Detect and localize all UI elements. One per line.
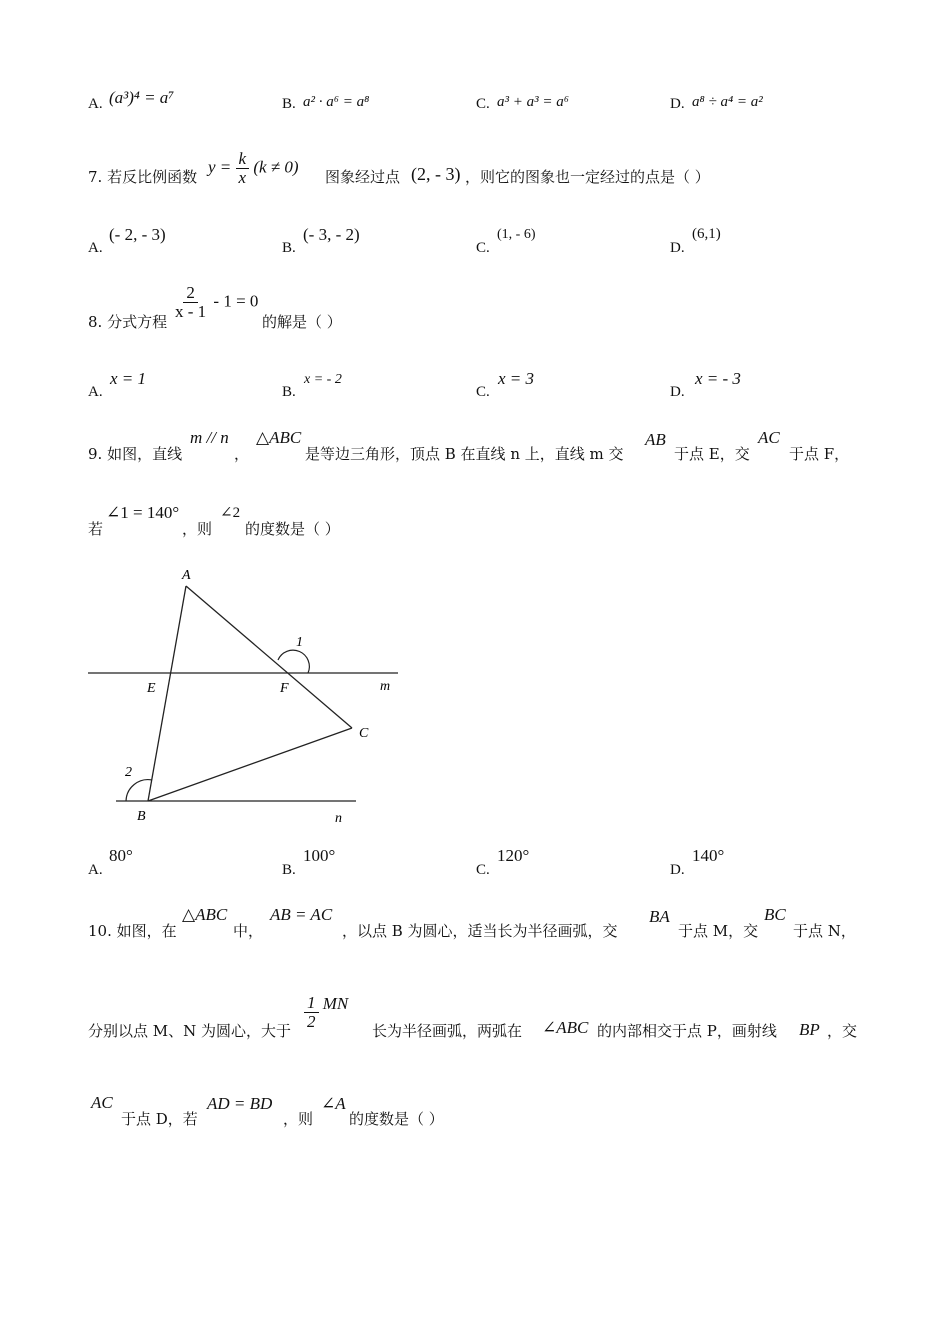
q6-option-a-label: A. — [88, 96, 103, 112]
q8-option-d-label: D. — [670, 384, 685, 400]
q6-option-d-math: a⁸ ÷ a⁴ = a² — [692, 94, 763, 110]
q9-text3: 于点 F， — [789, 445, 850, 463]
q9-triangle: △ABC — [256, 428, 302, 447]
side-ac — [186, 586, 352, 728]
q8-fraction — [172, 284, 209, 321]
q10-line3-text1: 于点 D，若 — [121, 1110, 198, 1128]
q10-prefix: 10. 如图，在 — [88, 922, 177, 940]
q9-line2-suffix: 的度数是（ ） — [245, 520, 340, 538]
q7-suffix: ，则它的图象也一定经过的点是（ ） — [465, 168, 710, 186]
q8-option-b-label: B. — [282, 384, 296, 400]
q8-option-c-math: x = 3 — [498, 369, 535, 388]
q10-angle-abc: ∠ABC — [542, 1018, 589, 1037]
angle-2-label: 2 — [125, 765, 132, 780]
vertex-c-label: C — [359, 726, 369, 741]
q10-line2-text: 的内部相交于点 P，画射线 — [597, 1022, 777, 1040]
q6-option-d-label: D. — [670, 96, 685, 112]
q7-func-fraction — [236, 150, 250, 187]
q8-option-a-label: A. — [88, 384, 103, 400]
q9-line2-mid: ，则 — [182, 520, 213, 538]
q9-m-parallel-n: m // n — [190, 428, 229, 447]
q9-option-a-math: 80° — [109, 846, 133, 865]
q8-prefix: 8. 分式方程 — [88, 313, 168, 331]
q9-option-b-math: 100° — [303, 846, 336, 865]
q10-ba: BA — [649, 907, 670, 926]
q8-option-a-math: x = 1 — [110, 369, 147, 388]
q7-func-y: y = — [208, 157, 232, 177]
angle-1-label: 1 — [296, 635, 303, 650]
q10-mn: MN — [322, 994, 349, 1013]
q10-line3-suffix: 的度数是（ ） — [349, 1110, 444, 1128]
q6-option-b-label: B. — [282, 96, 296, 112]
q7-middle: 图象经过点 — [325, 168, 401, 186]
q10-text3: 于点 N， — [793, 922, 856, 940]
q9-figure — [80, 560, 410, 830]
q9-comma: ， — [234, 445, 250, 463]
q7-option-d-math: (6,1) — [692, 226, 721, 242]
q7-option-b-math: (- 3, - 2) — [303, 225, 360, 244]
q9-option-b-label: B. — [282, 862, 296, 878]
q10-line2-mid: 长为半径画弧，两弧在 — [372, 1022, 523, 1040]
q7-function — [208, 150, 299, 187]
q7-option-a-label: A. — [88, 240, 103, 256]
q9-option-c-label: C. — [476, 862, 490, 878]
q9-angle1: ∠1 = 140° — [106, 503, 180, 522]
q6-option-c-math: a³ + a³ = a⁶ — [497, 94, 569, 110]
q10-half-mn — [304, 994, 348, 1031]
q10-half-den: 2 — [307, 1011, 316, 1031]
q10-bc: BC — [764, 905, 786, 924]
q7-prefix: 7. 若反比例函数 — [88, 168, 198, 186]
q9-option-c-math: 120° — [497, 846, 530, 865]
q7-option-a-math: (- 2, - 3) — [109, 225, 166, 244]
q8-equation — [172, 284, 258, 321]
q10-ab-eq-ac: AB = AC — [270, 905, 333, 924]
q10-ad-eq-bd: AD = BD — [207, 1094, 273, 1113]
q8-frac-num: 2 — [183, 284, 198, 303]
q9-option-a-label: A. — [88, 862, 103, 878]
q8-rest: - 1 = 0 — [213, 291, 259, 311]
q9-text2: 于点 E，交 — [674, 445, 750, 463]
q6-option-c-label: C. — [476, 96, 490, 112]
q7-option-c-label: C. — [476, 240, 490, 256]
q8-option-c-label: C. — [476, 384, 490, 400]
q10-half-fraction — [304, 994, 319, 1031]
q7-func-condition: (k ≠ 0) — [253, 157, 299, 177]
q9-option-d-math: 140° — [692, 846, 725, 865]
q10-bp: BP — [799, 1020, 820, 1039]
point-f-label: F — [280, 681, 289, 696]
q9-ab: AB — [645, 430, 666, 449]
q7-func-x: x — [238, 167, 247, 187]
q10-half-num: 1 — [304, 994, 319, 1013]
q10-line3-text2: ，则 — [283, 1110, 314, 1128]
q9-ac: AC — [758, 428, 780, 447]
q7-option-d-label: D. — [670, 240, 685, 256]
q8-option-d-math: x = - 3 — [695, 369, 741, 388]
q9-text1: 是等边三角形，顶点 B 在直线 n 上，直线 m 交 — [305, 445, 624, 463]
q9-line2-prefix: 若 — [88, 520, 104, 538]
q10-angle-a: ∠A — [321, 1094, 346, 1113]
q8-frac-den: x - 1 — [175, 301, 207, 321]
q10-text2: 于点 M，交 — [678, 922, 759, 940]
q7-option-c-math: (1, - 6) — [497, 227, 536, 242]
q7-func-k: k — [236, 150, 250, 169]
q7-point: (2, - 3) — [411, 164, 461, 184]
line-n-label: n — [335, 811, 342, 826]
q10-line2-prefix: 分别以点 M、N 为圆心，大于 — [88, 1022, 292, 1040]
q10-zhong: 中， — [233, 922, 264, 940]
q9-prefix: 9. 如图，直线 — [88, 445, 183, 463]
q10-line3-ac: AC — [91, 1093, 113, 1112]
vertex-a-label: A — [182, 568, 191, 583]
q10-line2-suffix: ，交 — [827, 1022, 858, 1040]
q9-angle2: ∠2 — [220, 505, 241, 521]
q6-option-b-math: a² · a⁶ = a⁸ — [303, 94, 370, 110]
q9-option-d-label: D. — [670, 862, 685, 878]
side-bc — [148, 728, 352, 801]
q7-option-b-label: B. — [282, 240, 296, 256]
q6-option-a-math: (a³)⁴ = a⁷ — [109, 88, 175, 107]
vertex-b-label: B — [137, 809, 146, 824]
q8-option-b-math: x = - 2 — [304, 372, 342, 387]
q10-text1: ，以点 B 为圆心，适当长为半径画弧，交 — [342, 922, 618, 940]
q10-triangle: △ABC — [182, 905, 228, 924]
line-m-label: m — [380, 679, 391, 694]
point-e-label: E — [147, 681, 156, 696]
q8-suffix: 的解是（ ） — [262, 313, 342, 331]
